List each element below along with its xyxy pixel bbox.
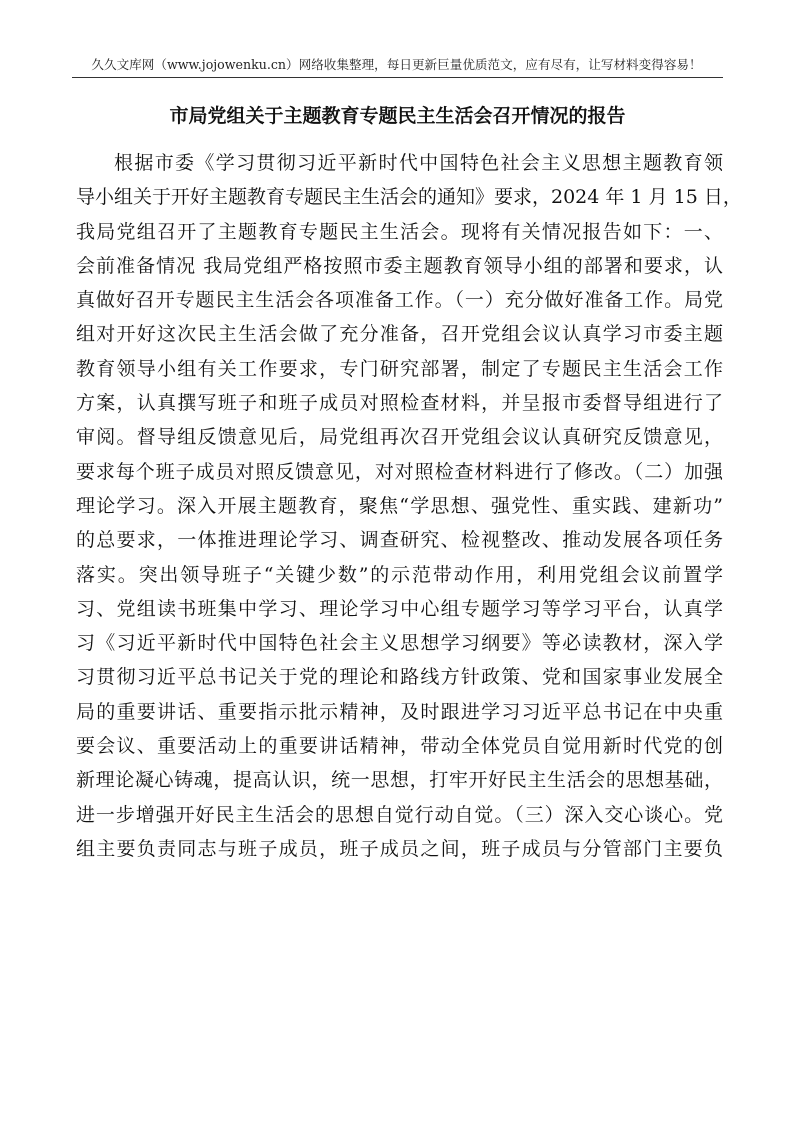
body-line: 落实。突出领导班子“关键少数”的示范带动作用，利用党组会议前置学 bbox=[76, 563, 723, 586]
body-line: 真做好召开专题民主生活会各项准备工作。（一）充分做好准备工作。局党 bbox=[76, 289, 723, 312]
header-banner: 久久文库网（www.jojowenku.cn）网络收集整理，每日更新巨量优质范文，应有尽有，让写材料变得容易！ bbox=[91, 57, 702, 72]
body-line: 会前准备情况 我局党组严格按照市委主题教育领导小组的部署和要求，认 bbox=[76, 254, 723, 277]
body-line: 理论学习。深入开展主题教育，聚焦“学思想、强党性、重实践、建新功” bbox=[76, 494, 723, 517]
body-line: 新理论凝心铸魂，提高认识，统一思想，打牢开好民主生活会的思想基础， bbox=[76, 769, 723, 792]
body-line: 的总要求，一体推进理论学习、调查研究、检视整改、推动发展各项任务 bbox=[76, 529, 723, 552]
body-line: 审阅。督导组反馈意见后，局党组再次召开党组会议认真研究反馈意见， bbox=[76, 426, 723, 449]
body-line: 习、党组读书班集中学习、理论学习中心组专题学习等学习平台，认真学 bbox=[76, 597, 723, 620]
body-line: 组对开好这次民主生活会做了充分准备，召开党组会议认真学习市委主题 bbox=[76, 323, 723, 346]
header-divider bbox=[72, 77, 723, 78]
body-line: 根据市委《学习贯彻习近平新时代中国特色社会主义思想主题教育领 bbox=[114, 152, 723, 174]
document-title: 市局党组关于主题教育专题民主生活会召开情况的报告 bbox=[169, 105, 626, 127]
body-line: 导小组关于开好主题教育专题民主生活会的通知》要求，2024 年 1 月 15 日， bbox=[76, 186, 742, 209]
body-line: 方案，认真撰写班子和班子成员对照检查材料，并呈报市委督导组进行了 bbox=[76, 392, 723, 415]
body-line: 进一步增强开好民主生活会的思想自觉行动自觉。（三）深入交心谈心。党 bbox=[76, 803, 723, 826]
body-line: 习《习近平新时代中国特色社会主义思想学习纲要》等必读教材，深入学 bbox=[76, 632, 723, 655]
body-line: 局的重要讲话、重要指示批示精神，及时跟进学习习近平总书记在中央重 bbox=[76, 700, 723, 723]
body-line: 我局党组召开了主题教育专题民主生活会。现将有关情况报告如下：一、 bbox=[76, 220, 723, 243]
document-body bbox=[76, 146, 742, 866]
body-line: 习贯彻习近平总书记关于党的理论和路线方针政策、党和国家事业发展全 bbox=[76, 666, 723, 689]
body-line: 教育领导小组有关工作要求，专门研究部署，制定了专题民主生活会工作 bbox=[76, 357, 723, 380]
body-line: 要会议、重要活动上的重要讲话精神，带动全体党员自觉用新时代党的创 bbox=[76, 735, 723, 758]
body-line: 要求每个班子成员对照反馈意见，对对照检查材料进行了修改。（二）加强 bbox=[76, 460, 723, 483]
body-line: 组主要负责同志与班子成员，班子成员之间，班子成员与分管部门主要负 bbox=[76, 837, 723, 860]
